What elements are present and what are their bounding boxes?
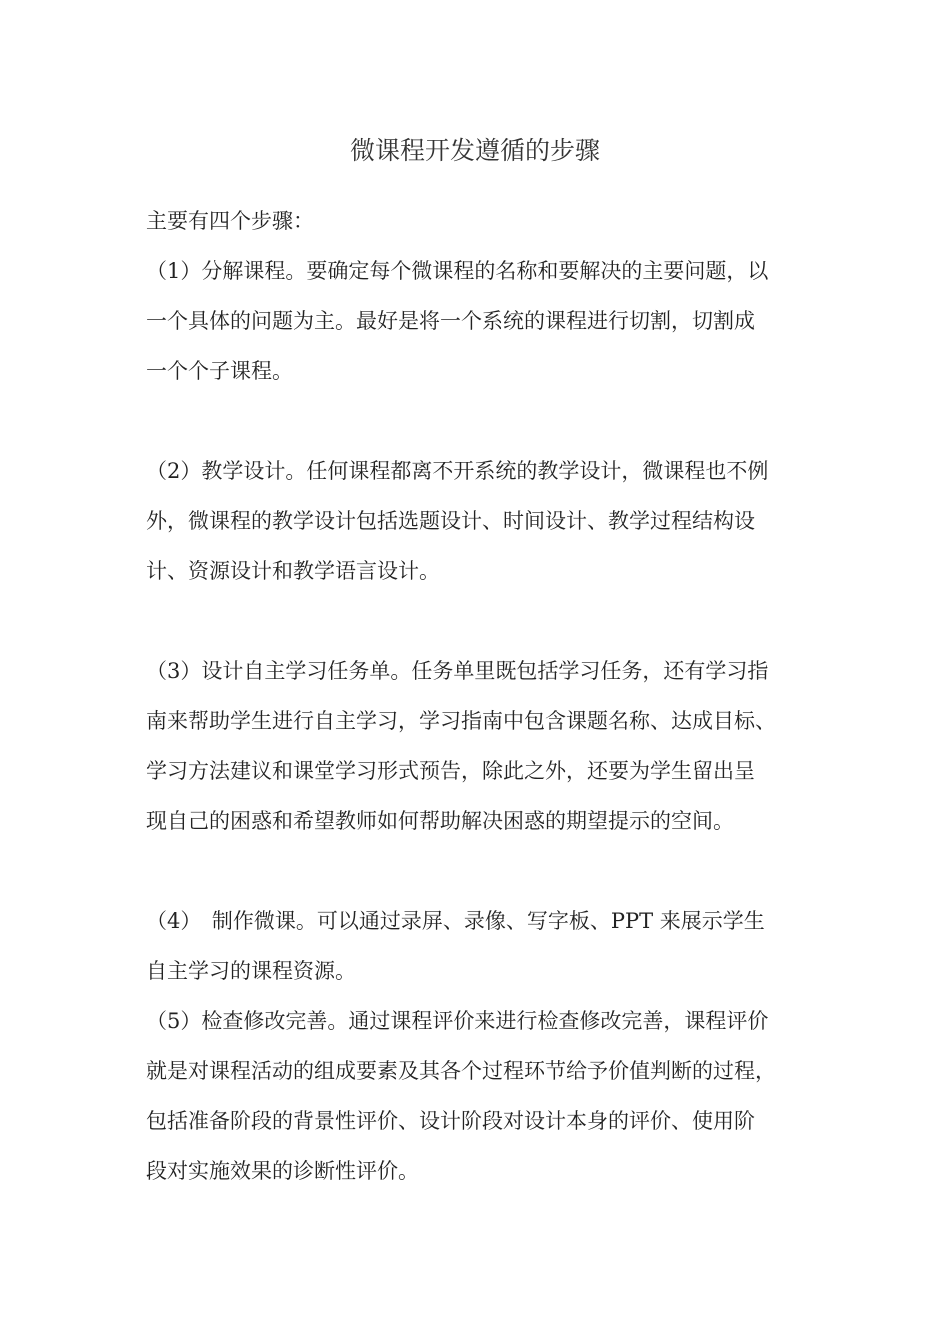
- document-body: [146, 204, 826, 1204]
- step3-line-3: 学习方法建议和课堂学习形式预告，除此之外，还要为学生留出呈: [146, 759, 755, 783]
- step3-line-2: 南来帮助学生进行自主学习，学习指南中包含课题名称、达成目标、: [146, 709, 776, 733]
- step4-line-2: 自主学习的课程资源。: [146, 959, 356, 983]
- step5-line-2: 就是对课程活动的组成要素及其各个过程环节给予价值判断的过程，: [146, 1059, 776, 1083]
- step1-line-2: 一个具体的问题为主。最好是将一个系统的课程进行切割，切割成: [146, 309, 755, 333]
- step1-line-3: 一个个子课程。: [146, 359, 293, 383]
- step4-line-1: （4） 制作微课。可以通过录屏、录像、写字板、PPT 来展示学生: [146, 909, 765, 933]
- intro-line: 主要有四个步骤：: [146, 209, 314, 233]
- step2-line-2: 外，微课程的教学设计包括选题设计、时间设计、教学过程结构设: [146, 509, 755, 533]
- paragraph-spacer: [146, 604, 826, 654]
- paragraph-spacer: [146, 404, 826, 454]
- step5-line-4: 段对实施效果的诊断性评价。: [146, 1159, 419, 1183]
- step5-line-1: （5）检查修改完善。通过课程评价来进行检查修改完善，课程评价: [146, 1009, 769, 1033]
- step5-line-3: 包括准备阶段的背景性评价、设计阶段对设计本身的评价、使用阶: [146, 1109, 755, 1133]
- step2-line-3: 计、资源设计和教学语言设计。: [146, 559, 440, 583]
- step3-line-4: 现自己的困惑和希望教师如何帮助解决困惑的期望提示的空间。: [146, 809, 734, 833]
- document-title: 微课程开发遵循的步骤: [349, 136, 600, 165]
- paragraph-spacer: [146, 854, 826, 904]
- step1-line-1: （1）分解课程。要确定每个微课程的名称和要解决的主要问题，以: [146, 259, 769, 283]
- step3-line-1: （3）设计自主学习任务单。任务单里既包括学习任务，还有学习指: [146, 659, 769, 683]
- step2-line-1: （2）教学设计。任何课程都离不开系统的教学设计，微课程也不例: [146, 459, 769, 483]
